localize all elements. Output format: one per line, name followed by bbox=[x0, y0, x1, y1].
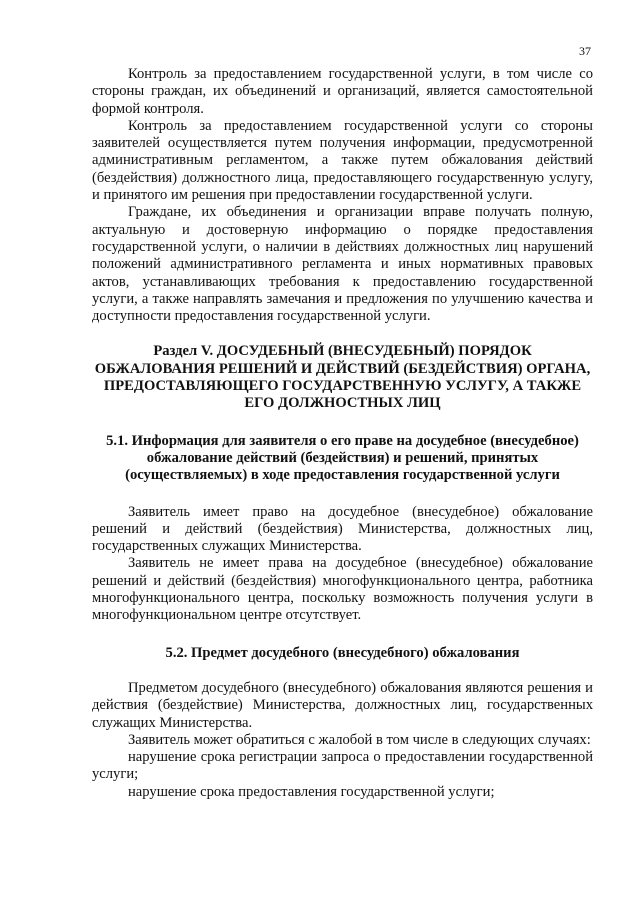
paragraph-no-mfc-appeal: Заявитель не имеет права на досудебное (внесудебное) обжалование решений и действий (бездействия) многофункционального центра, работника многофункционального центра, поскольку возможность получения услуги в многофункциональном центре отсутствует. bbox=[92, 555, 593, 624]
document-body bbox=[92, 66, 593, 801]
paragraph-citizens-rights: Граждане, их объединения и организации вправе получать полную, актуальную и достоверную информацию о порядке предоставления государственной услуги, о наличии в действиях должностных лиц нарушений положений административного регламента и иных нормативных правовых актов, устанавливающих требования к предоставлению государственной услуги, а также направлять замечания и предложения по улучшению качества и доступности предоставления государственной услуги. bbox=[92, 204, 593, 325]
paragraph-subject-of-appeal: Предметом досудебного (внесудебного) обжалования являются решения и действия (бездействие) Министерства, должностных лиц, государственных служащих Министерства. bbox=[92, 679, 593, 731]
paragraph-control-forms: Контроль за предоставлением государственной услуги, в том числе со стороны граждан, их объединений и организаций, является самостоятельной формой контроля. bbox=[92, 66, 593, 117]
paragraph-complaint-cases: Заявитель может обратиться с жалобой в том числе в следующих случаях: bbox=[128, 731, 591, 748]
section-5-1-heading: 5.1. Информация для заявителя о его праве на досудебное (внесудебное) обжалование действий (бездействия) и решений, принятых (осуществляемых) в ходе предоставления государственной услуги bbox=[106, 432, 579, 484]
page-number: 37 bbox=[579, 44, 591, 58]
paragraph-registration-deadline: нарушение срока регистрации запроса о предоставлении государственной услуги; bbox=[92, 749, 593, 783]
paragraph-right-to-appeal: Заявитель имеет право на досудебное (внесудебное) обжалование решений и действий (бездействия) Министерства, должностных лиц, государственных служащих Министерства. bbox=[92, 503, 593, 555]
paragraph-control-by-applicants: Контроль за предоставлением государственной услуги со стороны заявителей осуществляется путем получения информации, предусмотренной административным регламентом, а также путем обжалования действий (бездействия) должностного лица, предоставляющего государственную услугу, и принятого им решения при предоставлении государственной услуги. bbox=[92, 117, 593, 204]
section-v-heading: Раздел V. ДОСУДЕБНЫЙ (ВНЕСУДЕБНЫЙ) ПОРЯДОК ОБЖАЛОВАНИЯ РЕШЕНИЙ И ДЕЙСТВИЙ (БЕЗДЕЙСТВИЯ) ОРГАНА, ПРЕДОСТАВЛЯЮЩЕГО ГОСУДАРСТВЕННУЮ УСЛУГУ, А ТАКЖЕ ЕГО ДОЛЖНОСТНЫХ ЛИЦ bbox=[94, 343, 591, 412]
paragraph-service-deadline: нарушение срока предоставления государственной услуги; bbox=[128, 783, 495, 800]
section-5-2-heading: 5.2. Предмет досудебного (внесудебного) обжалования bbox=[165, 644, 520, 661]
